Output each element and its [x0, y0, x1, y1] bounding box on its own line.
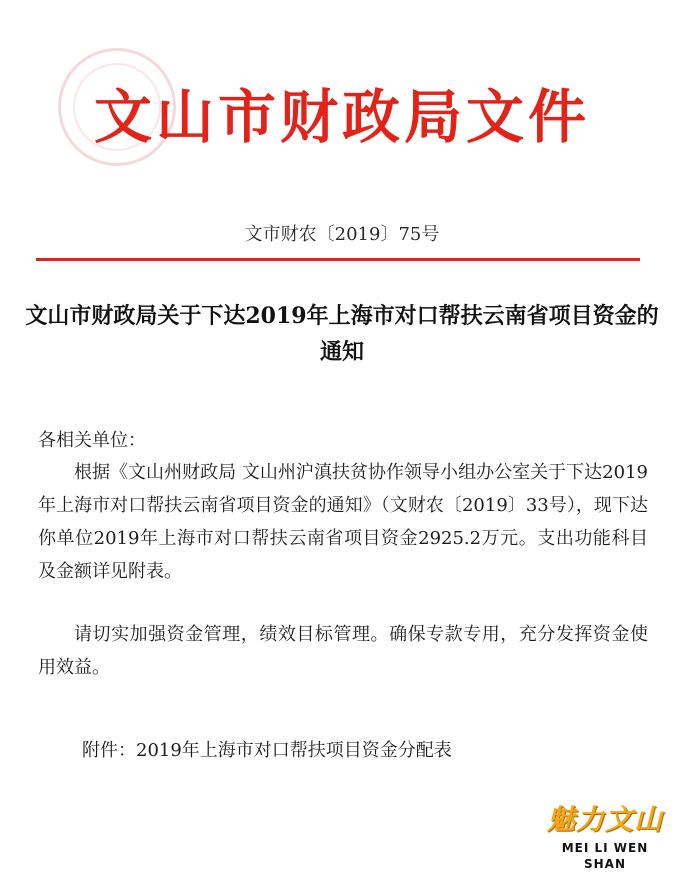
watermark-logo [540, 804, 670, 872]
watermark-chinese-text: 魅力文山 [546, 803, 663, 836]
attachment-line: 附件：2019年上海市对口帮扶项目资金分配表 [82, 740, 452, 761]
body-paragraph: 请切实加强资金管理，绩效目标管理。确保专款专用，充分发挥资金使用效益。 [38, 624, 648, 678]
body-paragraph: 根据《文山州财政局 文山州沪滇扶贫协作领导小组办公室关于下达2019年上海市对口帮扶云南省项目资金的通知》（文财农〔2019〕33号），现下达你单位2019年上海市对口帮扶云南省项目资金2925.2万元。支出功能科目及金额详见附表。 [38, 462, 648, 582]
salutation: 各相关单位： [38, 430, 146, 451]
notice-title: 文山市财政局关于下达2019年上海市对口帮扶云南省项目资金的通知 [25, 303, 659, 365]
red-divider-line [36, 258, 640, 261]
watermark-pinyin-text: MEI LI WEN SHAN [561, 841, 649, 871]
document-header-title: 文山市财政局文件 [93, 83, 590, 151]
document-number: 文市财农〔2019〕75号 [244, 224, 440, 245]
